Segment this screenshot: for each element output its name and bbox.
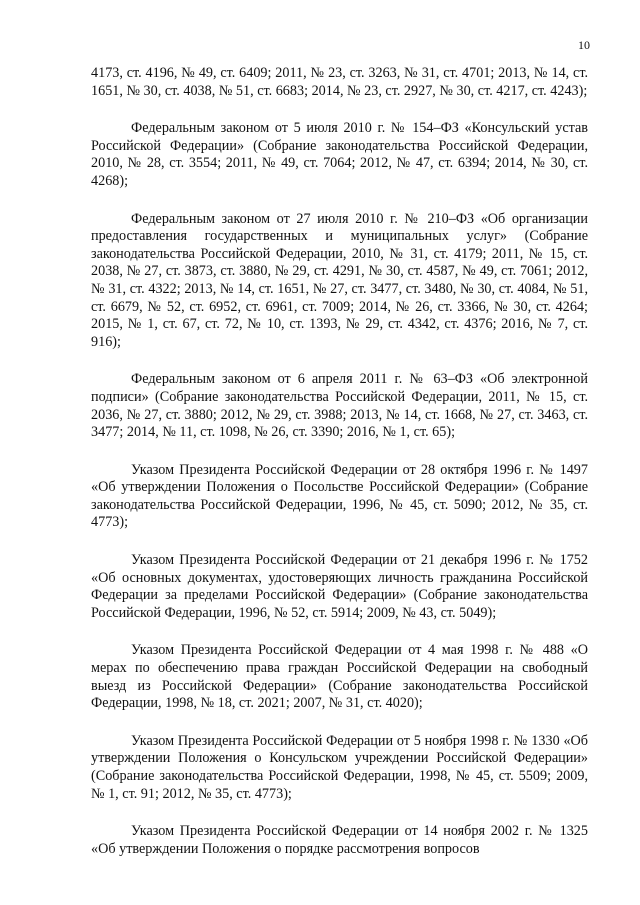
paragraph-decree-1325: Указом Президента Российской Федерации от 14 ноября 2002 г. № 1325 «Об утверждении Положения о порядке рассмотрения вопросов <box>91 823 588 857</box>
page-number: 10 <box>578 38 590 52</box>
paragraph-decree-1497: Указом Президента Российской Федерации от 28 октября 1996 г. № 1497 «Об утверждении Положения о Посольстве Российской Федерации» (Собрание законодательства Российской Федерации, 1996, № 45, ст. 5090; 2012, № 35, ст. 4773); <box>91 461 588 531</box>
paragraph-decree-488: Указом Президента Российской Федерации от 4 мая 1998 г. № 488 «О мерах по обеспечению права граждан Российской Федерации на свободный выезд из Российской Федерации» (Собрание законодательства Российской Федерации, 1998, № 18, ст. 2021; 2007, № 31, ст. 4020); <box>91 642 588 712</box>
paragraph-law-210-fz: Федеральным законом от 27 июля 2010 г. № 210–ФЗ «Об организации предоставления государственных и муниципальных услуг» (Собрание законодательства Российской Федерации, 2010, № 31, ст. 4179; 2011, № 15, ст. 2038, № 27, ст. 3873, ст. 3880, № 29, ст. 4291, № 30, ст. 4587, № 49, ст. 7061; 2012, № 31, ст. 4322; 2013, № 14, ст. 1651, № 27, ст. 3477, ст. 3480, № 30, ст. 4084, № 51, ст. 6679, № 52, ст. 6952, ст. 6961, ст. 7009; 2014, № 26, ст. 3366, № 30, ст. 4264; 2015, № 1, ст. 67, ст. 72, № 10, ст. 1393, № 29, ст. 4342, ст. 4376; 2016, № 7, ст. 916); <box>91 210 588 350</box>
paragraph-continuation: 4173, ст. 4196, № 49, ст. 6409; 2011, № 23, ст. 3263, № 31, ст. 4701; 2013, № 14, ст. 1651, № 30, ст. 4038, № 51, ст. 6683; 2014, № 23, ст. 2927, № 30, ст. 4217, ст. 4243); <box>91 65 588 99</box>
paragraph-decree-1330: Указом Президента Российской Федерации от 5 ноября 1998 г. № 1330 «Об утверждении Положения о Консульском учреждении Российской Федерации» (Собрание законодательства Российской Федерации, 1998, № 45, ст. 5509; 2009, № 1, ст. 91; 2012, № 35, ст. 4773); <box>91 732 588 802</box>
paragraph-law-154-fz: Федеральным законом от 5 июля 2010 г. № 154–ФЗ «Консульский устав Российской Федерации» (Собрание законодательства Российской Федерации, 2010, № 28, ст. 3554; 2011, № 49, ст. 7064; 2012, № 47, ст. 6394; 2014, № 30, ст. 4268); <box>91 120 588 189</box>
paragraph-decree-1752: Указом Президента Российской Федерации от 21 декабря 1996 г. № 1752 «Об основных документах, удостоверяющих личность гражданина Российской Федерации за пределами Российской Федерации» (Собрание законодательства Российской Федерации, 1996, № 52, ст. 5914; 2009, № 43, ст. 5049); <box>91 552 588 621</box>
paragraph-law-63-fz: Федеральным законом от 6 апреля 2011 г. № 63–ФЗ «Об электронной подписи» (Собрание законодательства Российской Федерации, 2011, № 15, ст. 2036, № 27, ст. 3880; 2012, № 29, ст. 3988; 2013, № 14, ст. 1668, № 27, ст. 3463, ст. 3477; 2014, № 11, ст. 1098, № 26, ст. 3390; 2016, № 1, ст. 65); <box>91 371 588 441</box>
document-body <box>91 65 588 858</box>
